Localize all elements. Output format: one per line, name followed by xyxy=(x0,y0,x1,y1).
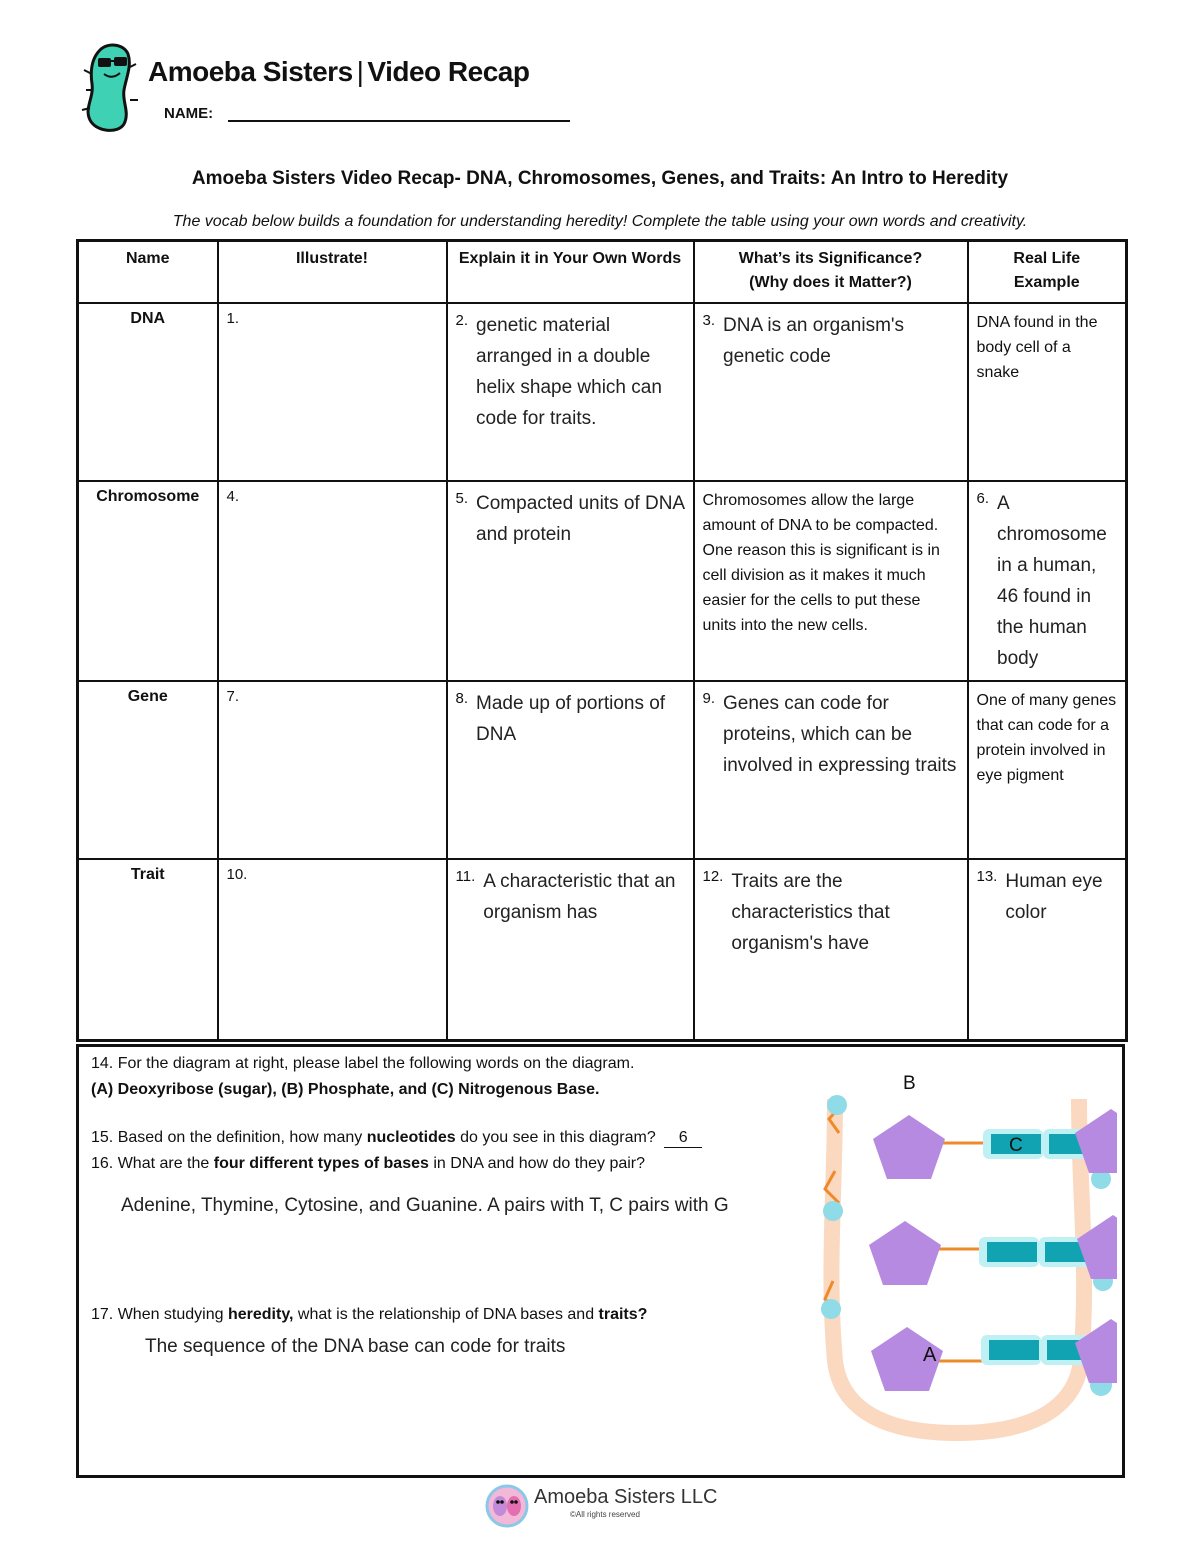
deoxyribose-sugar xyxy=(873,1115,945,1179)
question-17-keyword-heredity: heredity, xyxy=(227,1306,294,1323)
item-number: 12. xyxy=(702,867,724,885)
example-answer: DNA found in the body cell of a snake xyxy=(976,313,1098,381)
brand-separator: | xyxy=(356,56,364,87)
explain-cell[interactable] xyxy=(447,303,694,481)
question-17 xyxy=(91,1306,647,1324)
question-14: 14. For the diagram at right, please label the following words on the diagram. xyxy=(91,1055,635,1072)
example-answer: One of many genes that can code for a protein involved in eye pigment xyxy=(976,691,1117,784)
significance-answer: Genes can code for proteins, which can be involved in expressing traits xyxy=(723,692,957,776)
header-explain: Explain it in Your Own Words xyxy=(447,241,694,303)
example-cell[interactable] xyxy=(968,859,1127,1041)
explain-cell[interactable] xyxy=(447,681,694,859)
significance-cell[interactable] xyxy=(694,303,968,481)
item-number: 4. xyxy=(226,487,240,505)
significance-cell[interactable] xyxy=(694,681,968,859)
header-significance xyxy=(694,241,968,303)
question-17-answer[interactable]: The sequence of the DNA base can code for traits xyxy=(145,1336,566,1357)
amoeba-sisters-logo-icon xyxy=(484,1484,530,1528)
dna-diagram xyxy=(817,1071,1117,1441)
footer-logo xyxy=(484,1484,744,1528)
brand-subtitle: Video Recap xyxy=(367,56,530,87)
explain-answer: Made up of portions of DNA xyxy=(476,692,666,745)
explain-answer: A characteristic that an organism has xyxy=(483,870,676,923)
page-title: Amoeba Sisters Video Recap- DNA, Chromosomes, Genes, and Traits: An Intro to Heredity xyxy=(191,168,1009,189)
explain-cell[interactable] xyxy=(447,481,694,681)
question-17-text: 17. When studying xyxy=(91,1306,228,1323)
item-number: 2. xyxy=(455,311,469,329)
term-cell: Chromosome xyxy=(78,481,218,681)
question-17-text-mid: what is the relationship of DNA bases and xyxy=(293,1306,599,1323)
illustrate-cell[interactable] xyxy=(218,681,447,859)
intro-text: The vocab below builds a foundation for understanding heredity! Complete the table using your own words and creativity. xyxy=(172,213,1028,230)
header-significance-line1: What’s its Significance? xyxy=(738,250,923,267)
example-answer: A chromosome in a human, 46 found in the human body xyxy=(997,492,1107,669)
question-17-keyword-traits: traits? xyxy=(598,1306,648,1323)
illustrate-cell[interactable] xyxy=(218,481,447,681)
item-number: 10. xyxy=(226,865,248,883)
item-number: 5. xyxy=(455,489,469,507)
question-16-keyword: four different types of bases xyxy=(213,1155,429,1172)
nitrogenous-base xyxy=(987,1242,1037,1262)
brand-name: Amoeba Sisters xyxy=(148,56,353,87)
term-cell: DNA xyxy=(78,303,218,481)
significance-answer: Traits are the characteristics that organism's have xyxy=(731,870,890,954)
example-cell[interactable] xyxy=(968,681,1127,859)
item-number: 13. xyxy=(976,867,998,885)
table-row-chromosome xyxy=(78,481,1127,681)
phosphate-circle xyxy=(827,1095,847,1115)
nitrogenous-base xyxy=(989,1340,1039,1360)
header xyxy=(78,40,598,135)
item-number: 7. xyxy=(226,687,240,705)
phosphate-circle xyxy=(821,1299,841,1319)
item-number: 11. xyxy=(455,867,476,885)
example-answer: Human eye color xyxy=(1005,870,1103,923)
significance-cell[interactable] xyxy=(694,481,968,681)
diagram-label-c: C xyxy=(1009,1135,1023,1156)
illustrate-cell[interactable] xyxy=(218,303,447,481)
question-14-labels: (A) Deoxyribose (sugar), (B) Phosphate, and (C) Nitrogenous Base. xyxy=(91,1081,600,1098)
name-line[interactable] xyxy=(228,120,570,122)
diagram-label-a: A xyxy=(923,1344,937,1366)
vocab-table xyxy=(76,239,1128,1042)
phosphate-circle xyxy=(823,1201,843,1221)
question-16-answer[interactable]: Adenine, Thymine, Cytosine, and Guanine. A pairs with T, C pairs with G xyxy=(121,1195,729,1216)
brand-title xyxy=(148,56,529,88)
term-cell: Gene xyxy=(78,681,218,859)
question-15-text-end: do you see in this diagram? xyxy=(455,1129,656,1146)
footer-rights: ©All rights reserved xyxy=(570,1510,640,1519)
questions-box xyxy=(76,1044,1125,1478)
header-name: Name xyxy=(78,241,218,303)
question-15-keyword: nucleotides xyxy=(366,1129,456,1146)
footer-company: Amoeba Sisters LLC xyxy=(534,1486,718,1508)
explain-answer: genetic material arranged in a double helix shape which can code for traits. xyxy=(476,314,662,429)
item-number: 1. xyxy=(226,309,240,327)
question-15 xyxy=(91,1129,702,1148)
significance-answer: Chromosomes allow the large amount of DNA to be compacted. One reason this is significant is in cell division as it makes it much easier for the cells to put these units into the new cells. xyxy=(702,491,940,634)
question-15-answer[interactable]: 6 xyxy=(664,1129,702,1148)
item-number: 6. xyxy=(976,489,990,507)
item-number: 3. xyxy=(702,311,716,329)
table-row-dna xyxy=(78,303,1127,481)
name-label: NAME: xyxy=(164,105,214,122)
header-significance-line2: (Why does it Matter?) xyxy=(749,274,912,291)
significance-cell[interactable] xyxy=(694,859,968,1041)
header-illustrate: Illustrate! xyxy=(218,241,447,303)
question-15-text: 15. Based on the definition, how many xyxy=(91,1129,367,1146)
question-16 xyxy=(91,1155,645,1173)
diagram-label-b: B xyxy=(903,1073,916,1094)
table-row-trait xyxy=(78,859,1127,1041)
header-example xyxy=(968,241,1127,303)
illustrate-cell[interactable] xyxy=(218,859,447,1041)
header-example-line2: Example xyxy=(1013,274,1080,291)
significance-answer: DNA is an organism's genetic code xyxy=(723,314,905,367)
example-cell[interactable] xyxy=(968,303,1127,481)
item-number: 8. xyxy=(455,689,469,707)
item-number: 9. xyxy=(702,689,716,707)
question-16-text: 16. What are the xyxy=(91,1155,214,1172)
table-row-gene xyxy=(78,681,1127,859)
header-example-line1: Real Life xyxy=(1013,250,1081,267)
table-header-row xyxy=(78,241,1127,303)
question-16-text-end: in DNA and how do they pair? xyxy=(428,1155,646,1172)
term-cell: Trait xyxy=(78,859,218,1041)
explain-cell[interactable] xyxy=(447,859,694,1041)
explain-answer: Compacted units of DNA and protein xyxy=(476,492,685,545)
deoxyribose-sugar xyxy=(869,1221,941,1285)
amoeba-mascot-icon xyxy=(78,40,144,135)
example-cell[interactable] xyxy=(968,481,1127,681)
